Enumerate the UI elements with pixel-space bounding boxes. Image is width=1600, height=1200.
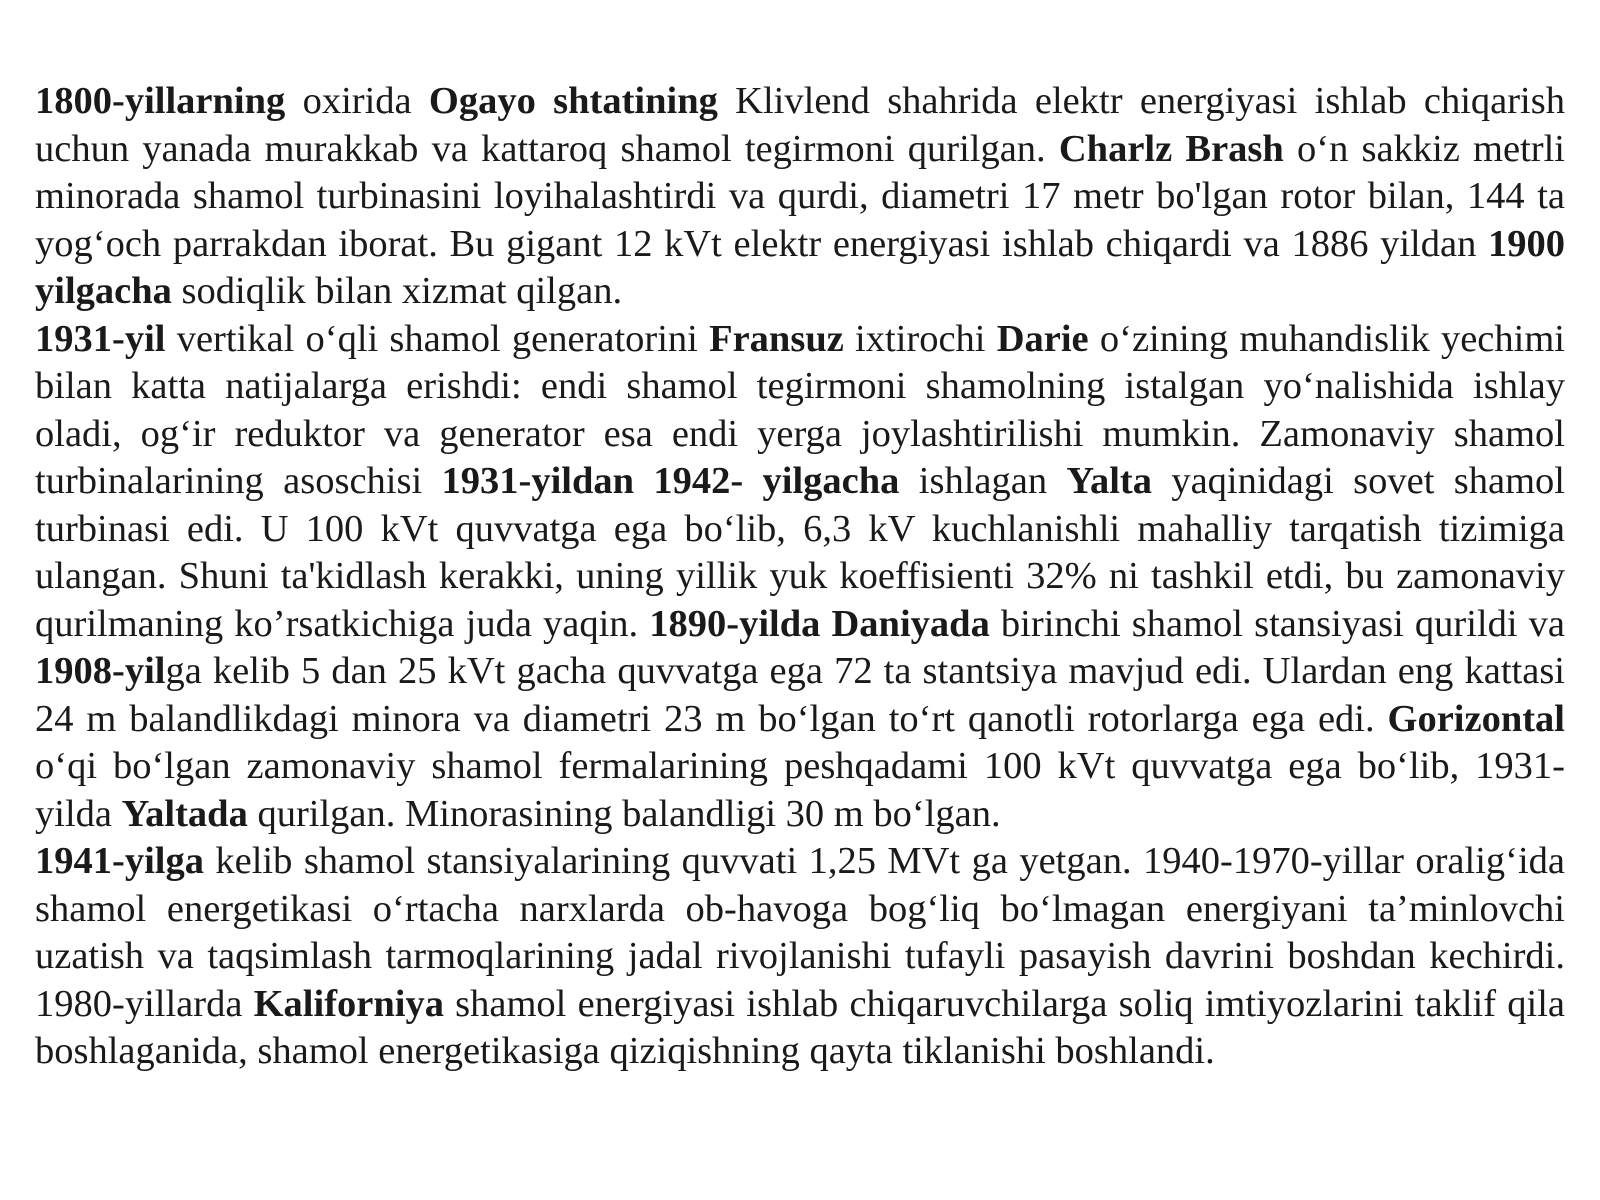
bold-phrase: 1931-yildan 1942- yilgacha [441,460,900,502]
text-body [35,78,1565,1076]
text-run: vertikal o‘qli shamol generatorini [165,317,710,360]
text-run: birinchi shamol stansiyasi qurildi va [989,602,1565,645]
text-run: shamol energiyasi ishlab chiqaruvchilarga soliq imtiyozlarini taklif qila boshlaganida, shamol energetikasiga qiziqishning qayta tiklanishi boshlandi. [35,982,1565,1072]
bold-phrase: 1900 yilgacha [35,222,1565,312]
bold-phrase: Yalta [1066,460,1152,502]
text-run: ga kelib 5 dan 25 kVt gacha quvvatga ega 72 ta stantsiya mavjud edi. Ulardan eng kattasi 24 m balandlikdagi minora va diametri 23 m bo‘lgan to‘rt qanotli rotorlarga ega edi. [35,650,1565,740]
bold-phrase: 1931-yil [35,317,166,360]
text-run: o‘zining muhandislik yechimi bilan katta natijalarga erishdi: endi shamol tegirmoni shamolning istalgan yo‘nalishida ishlay oladi, og‘ir reduktor va generator esa endi yerga joylashtirilishi mumkin. Zamonaviy shamol turbinalarining asoschisi [35,317,1565,502]
bold-phrase: 1890-yilda Daniyada [649,602,990,645]
bold-phrase: Fransuz [709,317,844,360]
text-run: Klivlend shahrida elektr energiyasi ishlab chiqarish uchun yanada murakkab va kattaroq shamol tegirmoni qurilgan. [35,80,1565,170]
text-run: ishlagan [899,460,1067,502]
bold-phrase: 1800-yillarning [35,80,286,122]
bold-phrase: Kaliforniya [253,982,444,1025]
bold-phrase: Yaltada [121,792,248,835]
bold-phrase: Ogayo shtatining [428,80,718,122]
text-run: oxirida [285,80,429,122]
bold-phrase: 1941-yilga [35,840,204,882]
bold-phrase: Gorizontal [1387,697,1565,740]
bold-phrase: 1908-yil [35,650,166,692]
paragraph-1931-darie-yalta [35,316,1565,839]
text-run: sodiqlik bilan xizmat qilgan. [171,270,623,312]
text-run: ixtirochi [843,317,997,360]
text-run: kelib shamol stansiyalarining quvvati 1,25 MVt ga yetgan. 1940-1970-yillar oralig‘ida shamol energetikasi o‘rtacha narxlarda ob-havoga bog‘liq bo‘lmagan energiyani ta’minlovchi uzatish va taqsimlash tarmoqlarining jadal rivojlanishi tufayli pasayish davrini boshdan kechirdi. 1980-yillarda [35,840,1565,1025]
text-run: o‘n sakkiz metrli minorada shamol turbinasini loyihalashtirdi va qurdi, diametri 17 metr bo'lgan rotor bilan, 144 ta yog‘och parrakdan iborat. Bu gigant 12 kVt elektr energiyasi ishlab chiqardi va 1886 yildan [35,127,1565,265]
text-run: qurilgan. Minorasining balandligi 30 m bo‘lgan. [247,792,1001,835]
text-run: o‘qi bo‘lgan zamonaviy shamol fermalarining peshqadami 100 kVt quvvatga ega bo‘lib, 1931-yilda [35,745,1565,835]
text-run: yaqinidagi sovet shamol turbinasi edi. U 100 kVt quvvatga ega bo‘lib, 6,3 kV kuchlanishli mahalliy tarqatish tizimiga ulangan. Shuni ta'kidlash kerakki, uning yillik yuk koeffisienti 32% ni tashkil etdi, bu zamonaviy qurilmaning ko’rsatkichiga juda yaqin. [35,460,1565,645]
paragraph-1800s-cleveland [35,78,1565,316]
bold-phrase: Darie [996,317,1089,360]
bold-phrase: Charlz Brash [1058,127,1284,170]
paragraph-1941-california [35,838,1565,1076]
